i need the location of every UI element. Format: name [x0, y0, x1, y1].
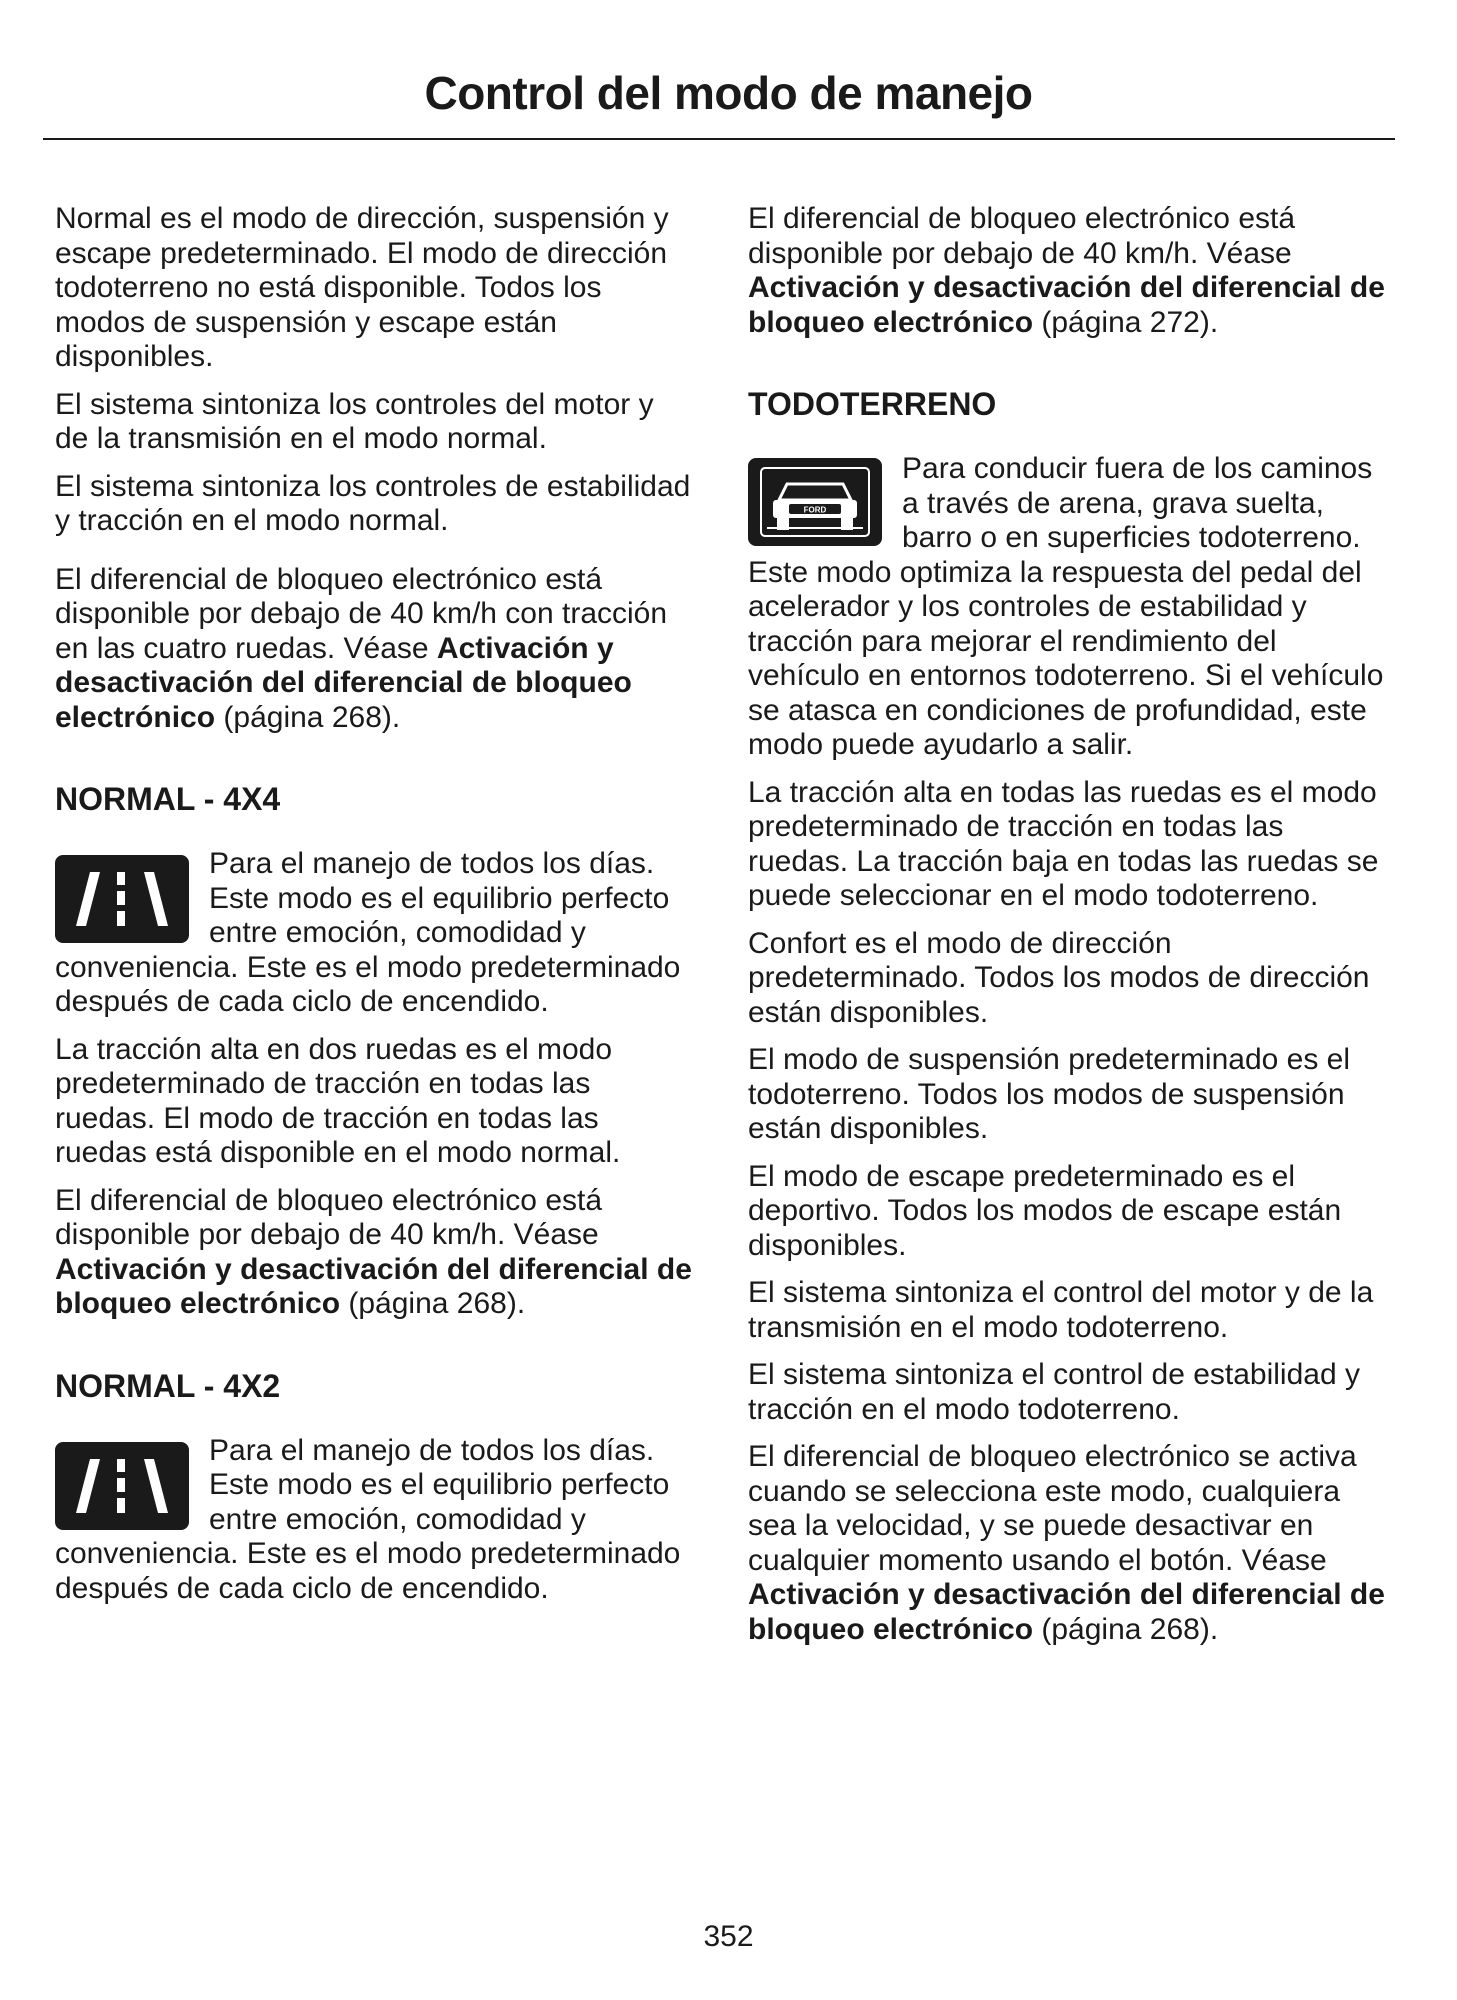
offroad-description: FORD Para conducir fuera de los caminos a través de arena, grava suelta, barro o en superficies todoterreno. Este modo optimiza la respuesta del pedal del acelerador y los controles de estabilidad y tracción para mejorar el rendimiento del vehículo en entornos todoterreno. Si el vehículo se atasca en condiciones de profundidad, este modo puede ayudarlo a salir. [748, 452, 1384, 761]
right-column [748, 202, 1388, 1660]
engine-tuning-paragraph: El sistema sintoniza los controles del motor y de la transmisión en el modo normal. [55, 387, 654, 455]
drive-default-paragraph: La tracción alta en todas las ruedas es el modo predeterminado de tracción en todas las ruedas. La tracción baja en todas las ruedas se puede seleccionar en el modo todoterreno. [748, 775, 1379, 912]
normal-4x4-description: Para el manejo de todos los días. Este modo es el equilibrio perfecto entre emoción, comodidad y conveniencia. Este es el modo predeterminado después de cada ciclo de encendido. [55, 847, 681, 1018]
cross-reference-link[interactable]: Activación y desactivación del diferencial de bloqueo electrónico [748, 1578, 1385, 1646]
cross-reference-link[interactable]: Activación y desactivación del diferencial de bloqueo electrónico [55, 1252, 692, 1320]
engine-tuning-paragraph: El sistema sintoniza el control del motor y de la transmisión en el modo todoterreno. [748, 1276, 1374, 1344]
intro-paragraph: Normal es el modo de dirección, suspensión y escape predeterminado. El modo de dirección todoterreno no está disponible. Todos los modos de suspensión y escape están disponibles. [55, 202, 669, 373]
locking-differential-paragraph: El diferencial de bloqueo electrónico se activa cuando se selecciona este modo, cualquiera sea la velocidad, y se puede desactivar en cualquier momento usando el botón. Véase Activación y desactivación del diferencial de bloqueo electrónico (página 268). [748, 1440, 1385, 1646]
cross-reference-link[interactable]: Activación y desactivación del diferencial de bloqueo electrónico [748, 271, 1385, 339]
road-lanes-icon [55, 1442, 189, 1530]
suspension-default-paragraph: El modo de suspensión predeterminado es el todoterreno. Todos los modos de suspensión están disponibles. [748, 1043, 1351, 1145]
cross-reference-link[interactable]: Activación y desactivación del diferencial de bloqueo electrónico [55, 631, 632, 734]
road-lanes-icon [55, 855, 189, 943]
steering-default-paragraph: Confort es el modo de dirección predeterminado. Todos los modos de dirección están disponibles. [748, 926, 1370, 1029]
page-number: 352 [703, 1920, 754, 1953]
section-heading-normal-4x2: NORMAL - 4X2 [55, 1367, 281, 1404]
stability-tuning-paragraph: El sistema sintoniza el control de estabilidad y tracción en el modo todoterreno. [748, 1358, 1360, 1426]
title-divider [43, 138, 1395, 140]
locking-differential-paragraph: El diferencial de bloqueo electrónico está disponible por debajo de 40 km/h. Véase Activación y desactivación del diferencial de bloqueo electrónico (página 268). [55, 1183, 692, 1320]
section-heading-normal-4x4: NORMAL - 4X4 [55, 781, 281, 817]
locking-differential-paragraph: El diferencial de bloqueo electrónico está disponible por debajo de 40 km/h. Véase Activación y desactivación del diferencial de bloqueo electrónico (página 272). [748, 202, 1385, 339]
exhaust-default-paragraph: El modo de escape predeterminado es el deportivo. Todos los modos de escape están disponibles. [748, 1159, 1342, 1262]
locking-differential-paragraph: El diferencial de bloqueo electrónico está disponible por debajo de 40 km/h con tracción en las cuatro ruedas. Véase Activación y desactivación del diferencial de bloqueo electrónico (página 268). [55, 562, 668, 734]
normal-4x2-description: Para el manejo de todos los días. Este modo es el equilibrio perfecto entre emoción, comodidad y conveniencia. Este es el modo predeterminado después de cada ciclo de encendido. [55, 1433, 681, 1605]
section-heading-offroad: TODOTERRENO [748, 386, 997, 422]
left-column [55, 202, 695, 1619]
svg-text:FORD: FORD [803, 505, 827, 515]
page-title: Control del modo de manejo [424, 67, 1033, 119]
offroad-truck-icon [748, 458, 882, 546]
stability-tuning-paragraph: El sistema sintoniza los controles de estabilidad y tracción en el modo normal. [55, 469, 691, 537]
drive-default-paragraph: La tracción alta en dos ruedas es el modo predeterminado de tracción en todas las ruedas. El modo de tracción en todas las ruedas está disponible en el modo normal. [55, 1032, 621, 1169]
